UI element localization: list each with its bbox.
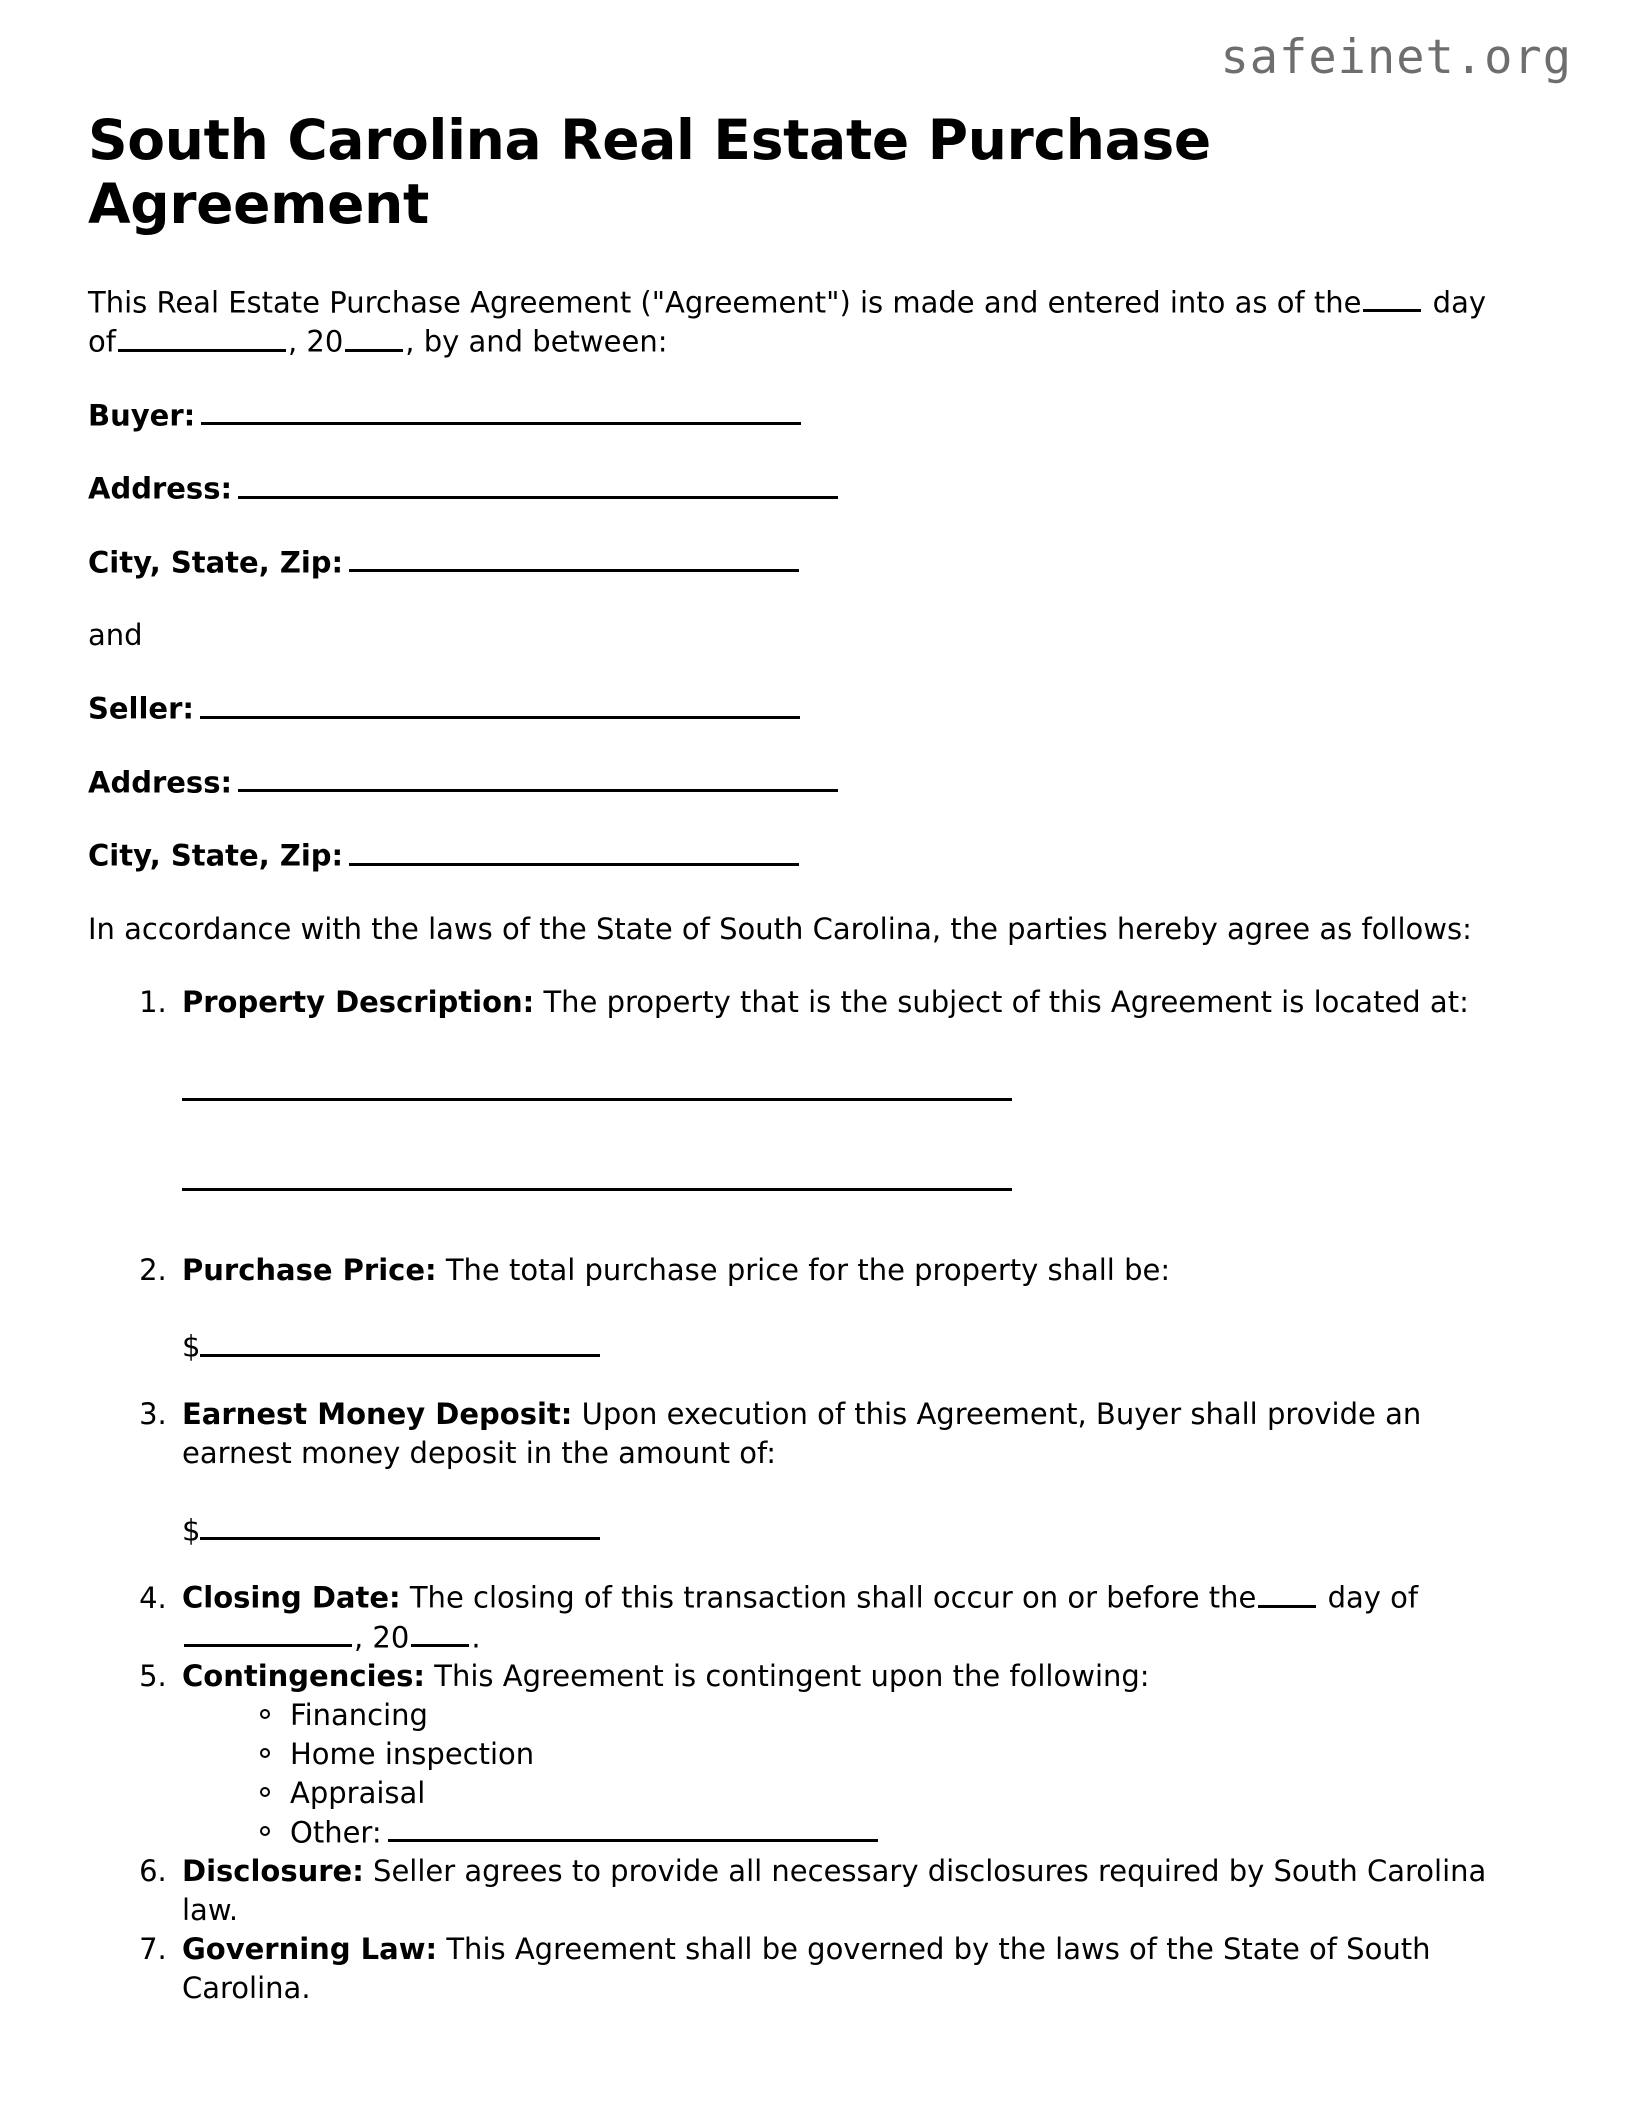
seller-citystatezip-field <box>88 836 1556 876</box>
bullet-circle-icon <box>260 1709 270 1719</box>
buyer-citystatezip-input[interactable] <box>349 543 799 573</box>
intro-year-prefix: , 20 <box>287 324 344 359</box>
property-description-line-2-row <box>182 1161 1512 1201</box>
intro-day-label: day of <box>88 285 1487 359</box>
clause-4-body-before: The closing of this transaction shall occur on or before the <box>409 1580 1257 1615</box>
buyer-citystatezip-label: City, State, Zip: <box>88 545 344 580</box>
contingency-appraisal <box>256 1774 1512 1813</box>
bullet-circle-icon <box>260 1826 270 1836</box>
clause-2-body: The total purchase price for the property shall be: <box>445 1252 1171 1287</box>
document-content <box>88 108 1556 2008</box>
clause-property-description <box>176 983 1512 1201</box>
clause-6-body: Seller agrees to provide all necessary disclosures required by South Carolina law. <box>182 1854 1487 1928</box>
clause-1-body: The property that is the subject of this Agreement is located at: <box>543 984 1469 1019</box>
clause-4-body-after: . <box>471 1620 481 1655</box>
contingency-other <box>256 1813 1512 1853</box>
intro-text-before: This Real Estate Purchase Agreement ("Agreement") is made and entered into as of the <box>88 285 1362 320</box>
clause-earnest-money-deposit <box>176 1395 1512 1550</box>
buyer-citystatezip-field <box>88 543 1556 583</box>
clause-disclosure <box>176 1852 1512 1930</box>
seller-address-label: Address: <box>88 765 233 800</box>
intro-year-blank[interactable] <box>345 322 403 352</box>
closing-day-blank[interactable] <box>1258 1578 1316 1608</box>
seller-citystatezip-input[interactable] <box>349 836 799 866</box>
property-description-blanks <box>182 1072 1512 1201</box>
clause-7-heading: Governing Law: <box>182 1931 438 1966</box>
clause-governing-law <box>176 1930 1512 2008</box>
bullet-circle-icon <box>260 1787 270 1797</box>
clause-6-heading: Disclosure: <box>182 1854 364 1889</box>
seller-name-input[interactable] <box>200 689 800 719</box>
property-description-line-1[interactable] <box>182 1072 1012 1102</box>
intro-text-after: , by and between: <box>405 324 668 359</box>
clause-5-heading: Contingencies: <box>182 1659 426 1694</box>
buyer-address-input[interactable] <box>238 469 838 499</box>
clause-closing-date <box>176 1578 1512 1657</box>
clause-purchase-price <box>176 1251 1512 1367</box>
seller-address-input[interactable] <box>238 763 838 793</box>
closing-year-blank[interactable] <box>411 1618 469 1648</box>
page-title: South Carolina Real Estate Purchase Agreement <box>88 108 1211 237</box>
site-watermark: safeinet.org <box>1220 30 1572 85</box>
intro-paragraph <box>88 283 1488 362</box>
contingency-home-inspection <box>256 1735 1512 1774</box>
earnest-money-currency-symbol: $ <box>182 1513 201 1548</box>
purchase-price-amount-row <box>182 1327 1512 1367</box>
closing-month-blank[interactable] <box>184 1618 352 1648</box>
buyer-name-field <box>88 396 1556 436</box>
buyer-name-label: Buyer: <box>88 398 196 433</box>
contingency-other-input[interactable] <box>388 1813 878 1843</box>
clause-4-body-mid: day of <box>1327 1580 1419 1615</box>
buyer-name-input[interactable] <box>201 396 801 426</box>
seller-name-field <box>88 689 1556 729</box>
seller-citystatezip-label: City, State, Zip: <box>88 838 344 873</box>
contingency-financing <box>256 1696 1512 1735</box>
buyer-address-field <box>88 469 1556 509</box>
contingency-appraisal-label: Appraisal <box>290 1775 426 1810</box>
bullet-circle-icon <box>260 1748 270 1758</box>
contingency-home-inspection-label: Home inspection <box>290 1737 535 1771</box>
seller-name-label: Seller: <box>88 691 195 726</box>
accordance-paragraph: In accordance with the laws of the State of South Carolina, the parties hereby agree as follows: <box>88 911 1472 946</box>
clause-3-heading: Earnest Money Deposit: <box>182 1396 573 1431</box>
clause-3-body: Upon execution of this Agreement, Buyer shall provide an earnest money deposit in the amount of: <box>182 1396 1422 1470</box>
purchase-price-currency-symbol: $ <box>182 1330 201 1365</box>
earnest-money-amount-row <box>182 1511 1512 1551</box>
clause-contingencies <box>176 1657 1512 1852</box>
contingency-financing-label: Financing <box>290 1698 428 1733</box>
contingency-other-label: Other: <box>290 1815 382 1850</box>
property-description-line-2[interactable] <box>182 1161 1012 1191</box>
clause-7-body: This Agreement shall be governed by the laws of the State of South Carolina. <box>182 1931 1431 2005</box>
clause-5-body: This Agreement is contingent upon the following: <box>434 1659 1150 1694</box>
clause-2-heading: Purchase Price: <box>182 1252 437 1287</box>
parties-conjunction: and <box>88 618 143 653</box>
purchase-price-input[interactable] <box>200 1327 600 1357</box>
property-description-line-1-row <box>182 1072 1512 1112</box>
intro-month-blank[interactable] <box>118 322 286 352</box>
earnest-money-input[interactable] <box>200 1511 600 1541</box>
seller-address-field <box>88 763 1556 803</box>
contingency-list <box>182 1696 1512 1852</box>
clause-4-body-year: , 20 <box>354 1620 410 1655</box>
intro-day-blank[interactable] <box>1363 283 1421 313</box>
clause-1-heading: Property Description: <box>182 984 535 1019</box>
clause-4-heading: Closing Date: <box>182 1580 401 1615</box>
buyer-address-label: Address: <box>88 471 233 506</box>
clause-list <box>88 983 1556 2008</box>
